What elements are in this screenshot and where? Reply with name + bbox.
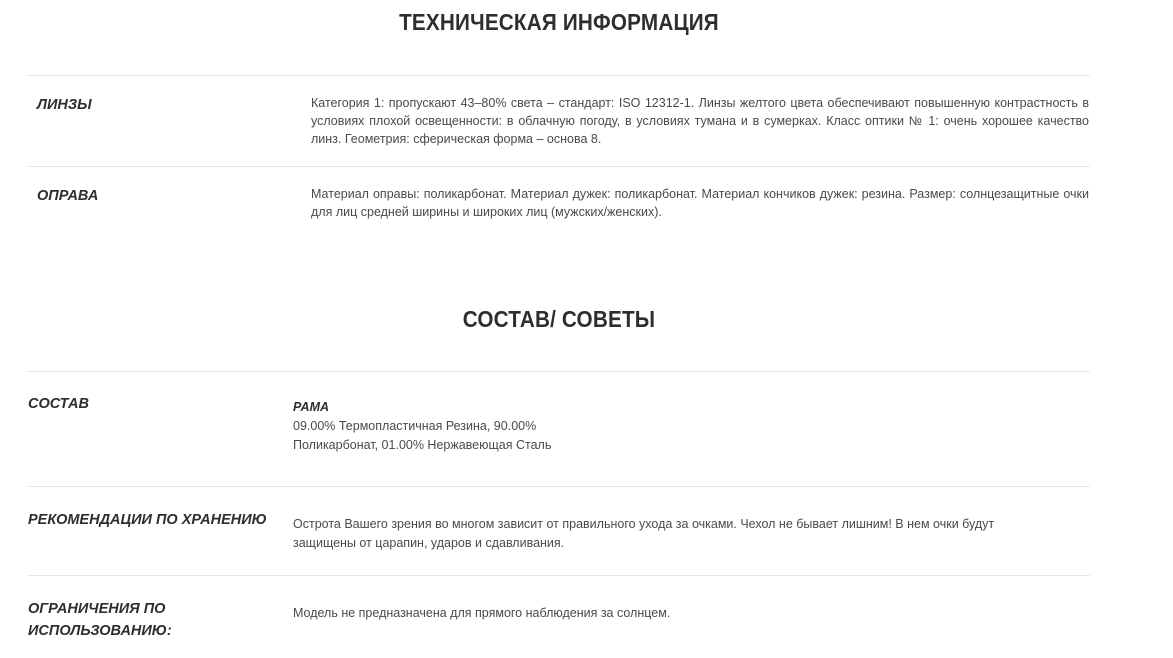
composition-line: 09.00% Термопластичная Резина, 90.00% <box>293 419 537 433</box>
divider <box>28 575 1090 576</box>
lenses-description: Категория 1: пропускают 43–80% света – стандарт: ISO 12312-1. Линзы желтого цвета обеспечивают повышенную контрастность в условиях плохой освещенности: в облачную погоду, в условиях тумана и в сумерках. Класс оптики № 1: очень хорошее качество линз. Геометрия: сферическая форма – основа 8. <box>311 96 1089 146</box>
divider <box>28 371 1090 372</box>
composition-line: Поликарбонат, 01.00% Нержавеющая Сталь <box>293 438 552 452</box>
divider <box>28 486 1090 487</box>
frame-description: Материал оправы: поликарбонат. Материал дужек: поликарбонат. Материал кончиков дужек: резина. Размер: солнцезащитные очки для лиц средней ширины и широких лиц (мужских/женских). <box>311 187 1089 219</box>
composition-advice-title: СОСТАВ/ СОВЕТЫ <box>462 306 656 332</box>
storage-recommendations-text: Острота Вашего зрения во многом зависит от правильного ухода за очками. Чехол не бывает лишним! В нем очки будут защищены от царапин, ударов и сдавливания. <box>293 517 995 550</box>
frame-label: ОПРАВА <box>37 188 99 204</box>
technical-info-title: ТЕХНИЧЕСКАЯ ИНФОРМАЦИЯ <box>399 9 719 35</box>
usage-restrictions-label: ОГРАНИЧЕНИЯ ПО ИСПОЛЬЗОВАНИЮ: <box>28 601 172 639</box>
storage-recommendations-label: РЕКОМЕНДАЦИИ ПО ХРАНЕНИЮ <box>28 512 267 528</box>
frame-material-heading: РАМА <box>293 400 330 414</box>
divider <box>28 75 1090 76</box>
usage-restrictions-text: Модель не предназначена для прямого наблюдения за солнцем. <box>293 606 671 620</box>
divider <box>28 166 1090 167</box>
composition-label: СОСТАВ <box>28 396 89 412</box>
composition-details <box>293 397 893 455</box>
lenses-label: ЛИНЗЫ <box>37 97 92 113</box>
